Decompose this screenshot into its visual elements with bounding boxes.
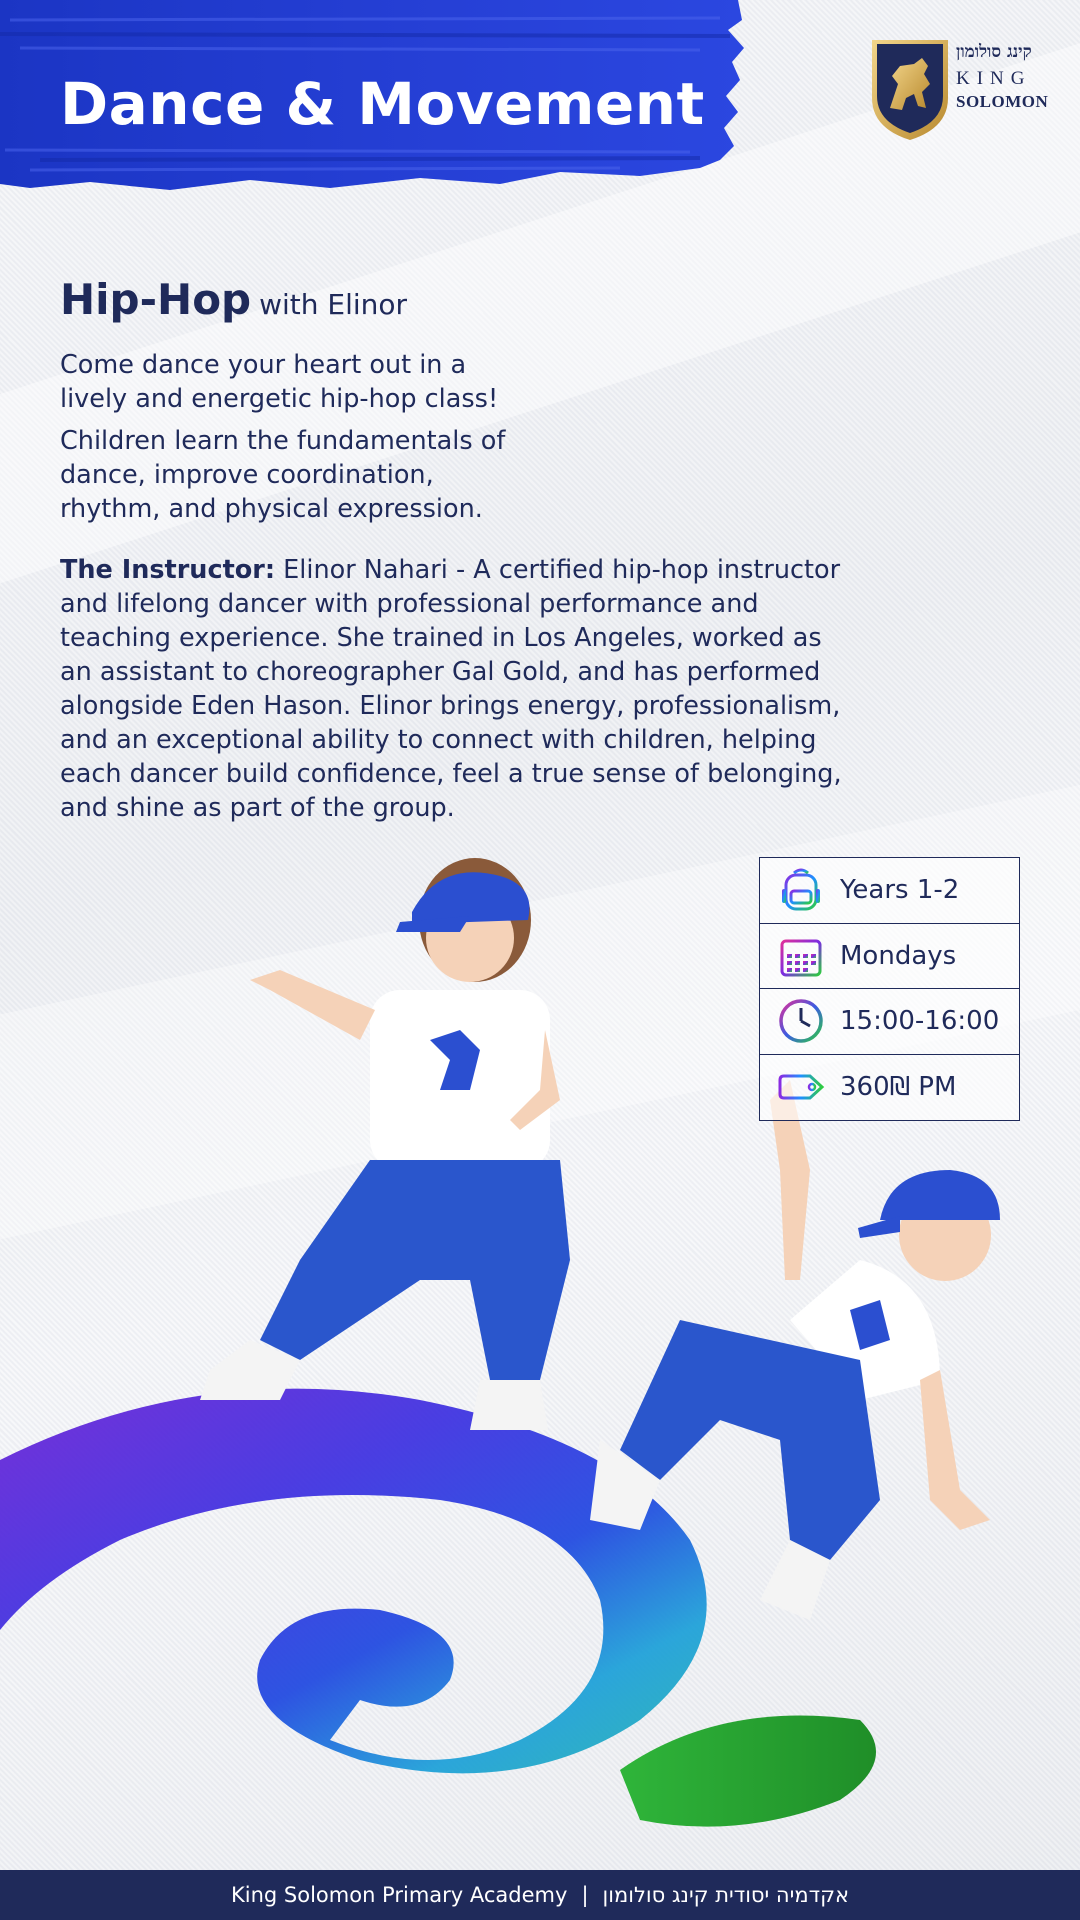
footer-bar xyxy=(0,1870,1080,1920)
logo-king-text: KING xyxy=(956,68,1032,89)
detail-time-text: 15:00-16:00 xyxy=(840,1006,1000,1037)
intro-paragraph-2: Children learn the fundamentals of dance, improve coordination, rhythm, and physical expression. xyxy=(60,426,506,524)
detail-row-day xyxy=(760,924,1019,990)
price-tag-icon xyxy=(774,1060,828,1114)
calendar-icon xyxy=(774,929,828,983)
instructor-paragraph xyxy=(60,553,850,825)
detail-day-text: Mondays xyxy=(840,940,957,971)
detail-ages-text: Years 1-2 xyxy=(840,875,960,906)
class-heading xyxy=(60,275,407,324)
intro-paragraph-1: Come dance your heart out in a lively and energetic hip-hop class! xyxy=(60,350,499,414)
class-instructor-short: with Elinor xyxy=(259,288,408,321)
detail-row-ages xyxy=(760,858,1019,924)
paint-swirl-green xyxy=(620,1716,876,1827)
class-details-table xyxy=(759,857,1020,1121)
class-name: Hip-Hop xyxy=(60,275,252,324)
detail-price-text: 360₪ PM xyxy=(840,1072,957,1103)
detail-row-price xyxy=(760,1055,1019,1121)
footer-separator: | xyxy=(581,1883,589,1907)
backpack-icon xyxy=(774,863,828,917)
footer-school-name-he: אקדמיה יסודית קינג סולומון xyxy=(602,1883,849,1907)
lion-shield-icon xyxy=(870,36,950,142)
page-title: Dance & Movement xyxy=(60,70,705,138)
school-logo xyxy=(870,36,1050,146)
instructor-label: The Instructor: xyxy=(60,555,276,585)
footer-school-name-en: King Solomon Primary Academy xyxy=(230,1883,568,1907)
girl-dancer xyxy=(200,858,570,1430)
instructor-bio: Elinor Nahari - A certified hip-hop instructor and lifelong dancer with professional performance and teaching experience. She trained in Los Angeles, worked as an assistant to choreographer Gal Gold, and has performed alongside Eden Hason. Elinor brings energy, professionalism, and an exceptional ability to connect with children, helping each dancer build confidence, feel a true sense of belonging, and shine as part of the group. xyxy=(60,555,842,823)
logo-solomon-text: SOLOMON xyxy=(956,92,1049,111)
detail-row-time xyxy=(760,989,1019,1055)
clock-icon xyxy=(774,994,828,1048)
logo-hebrew-text: קינג סולומון xyxy=(956,42,1032,62)
